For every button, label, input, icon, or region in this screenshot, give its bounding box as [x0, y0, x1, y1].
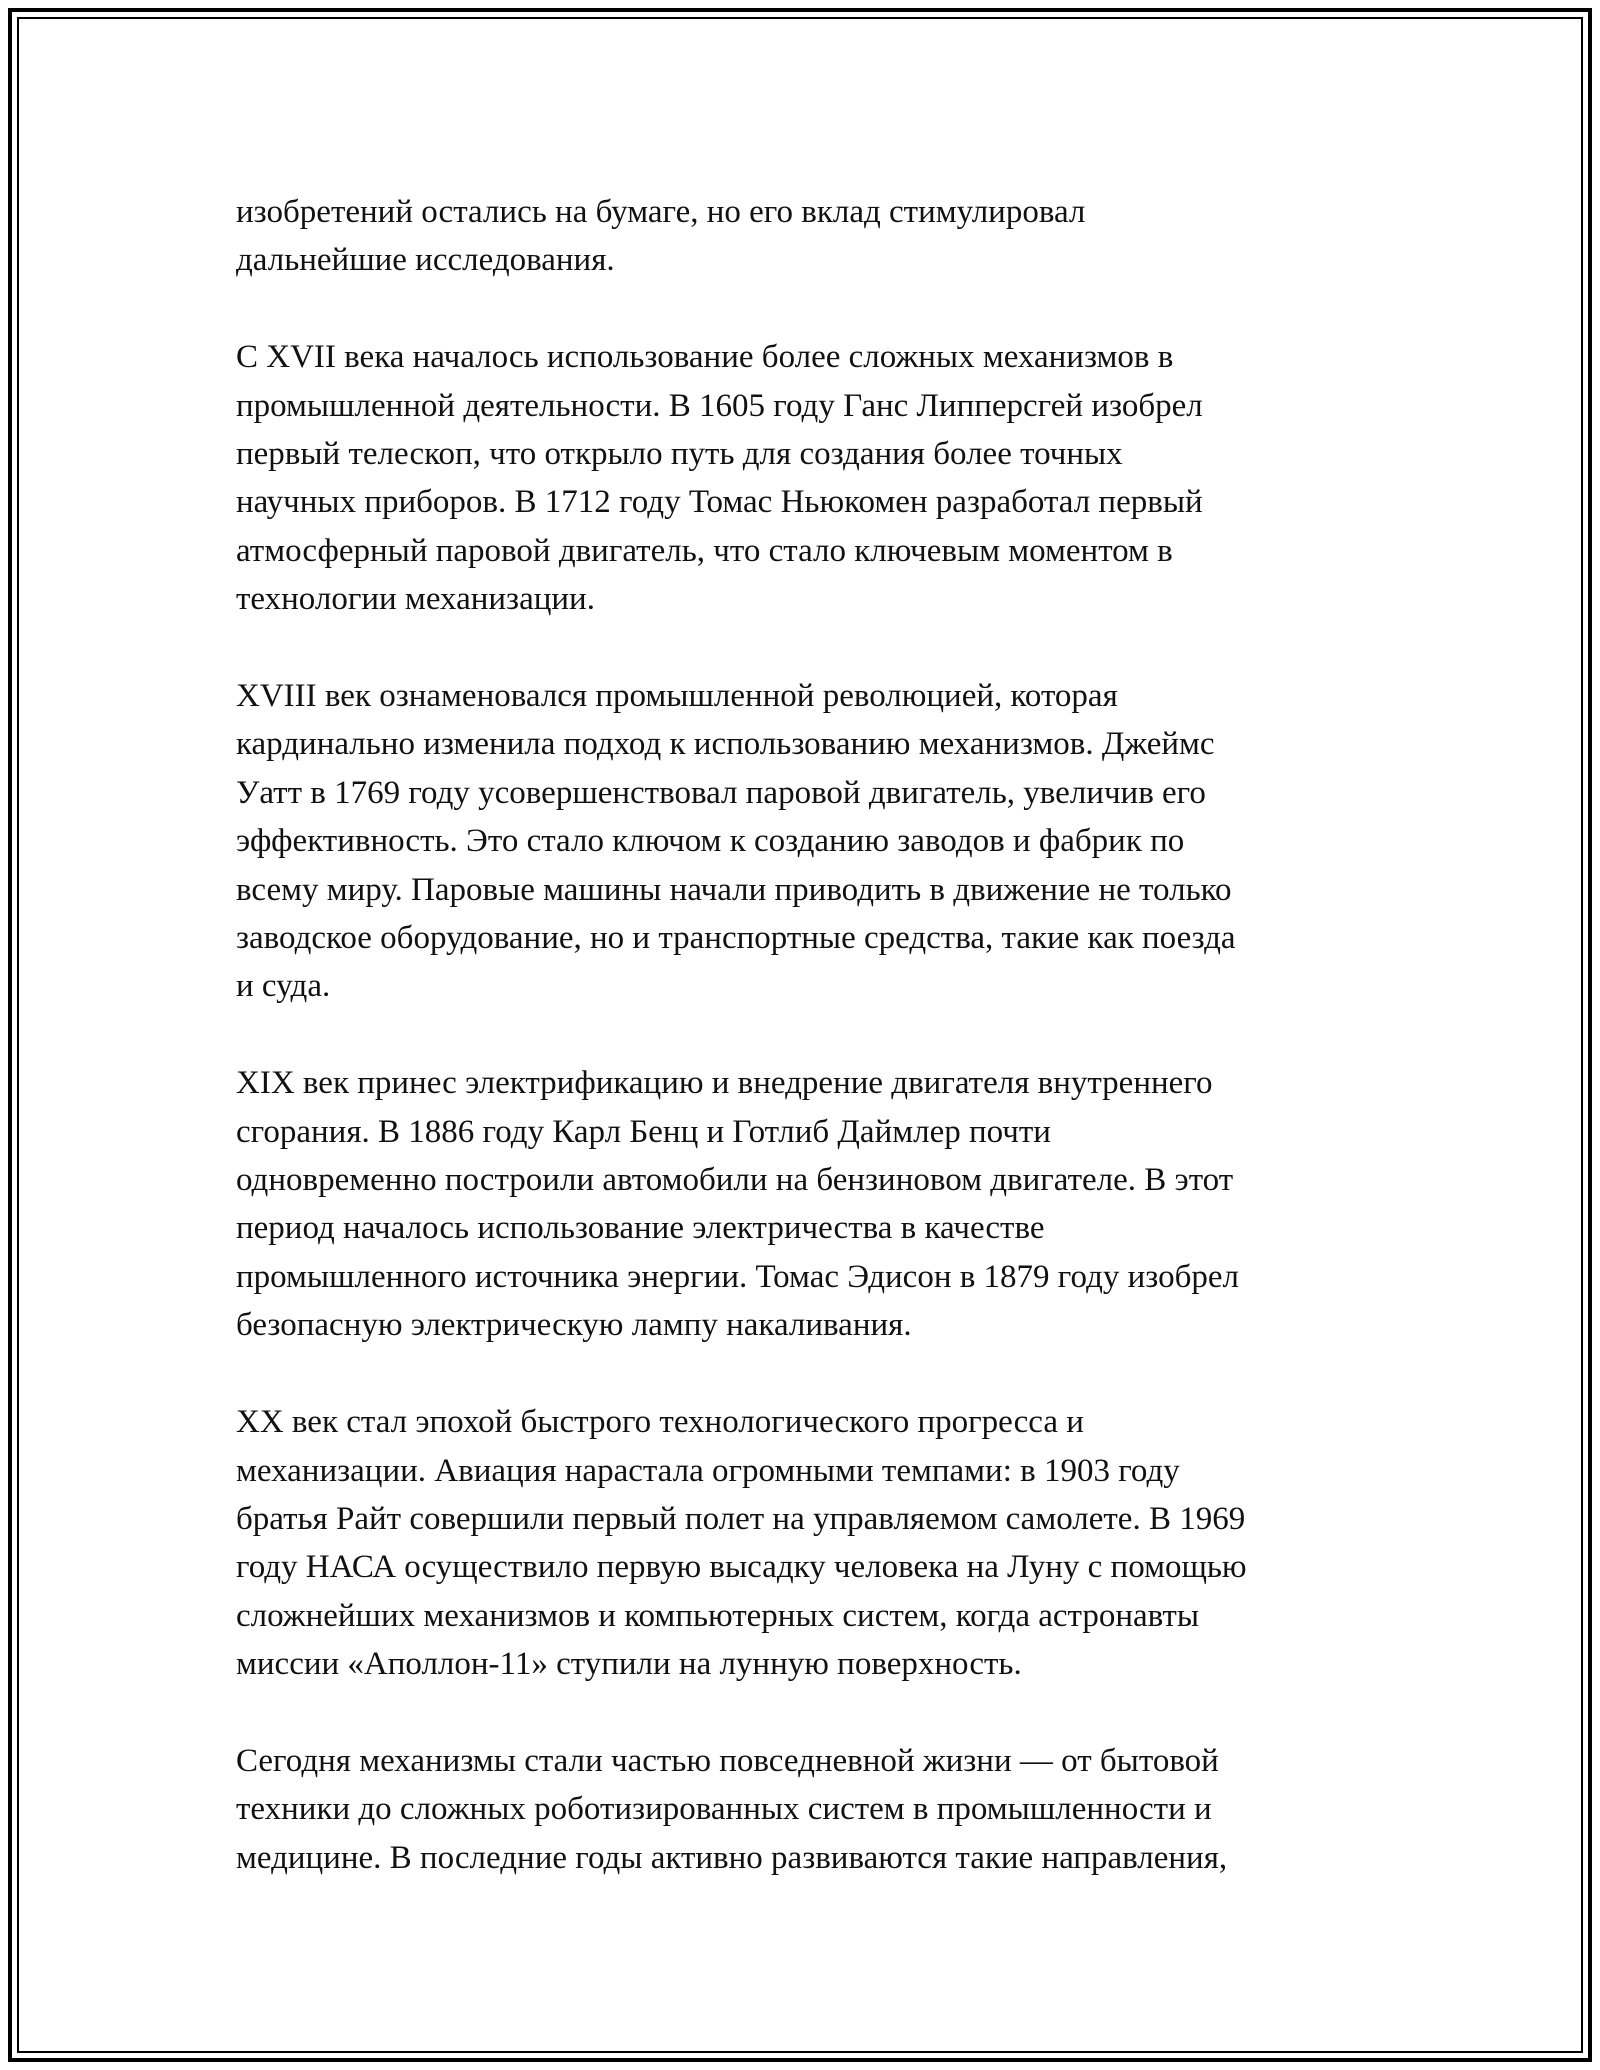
- paragraph: XIX век принес электрификацию и внедрение двигателя внутреннего сгорания. В 1886 году Карл Бенц и Готлиб Даймлер почти одновременно построили автомобили на бензиновом двигателе. В этот период началось использование электричества в качестве промышленного источника энергии. Томас Эдисон в 1879 году изобрел безопасную электрическую лампу накаливания.: [236, 1065, 1240, 1344]
- paragraph: XVIII век ознаменовался промышленной революцией, которая кардинально изменила подход к использованию механизмов. Джеймс Уатт в 1769 году усовершенствовал паровой двигатель, увеличив его эффективность. Это стало ключом к созданию заводов и фабрик по всему миру. Паровые машины начали приводить в движение не только заводское оборудование, но и транспортные средства, такие как поезда и суда.: [236, 678, 1236, 1005]
- paragraph: Сегодня механизмы стали частью повседневной жизни — от бытовой техники до сложных роботизированных систем в промышленности и медицине. В последние годы активно развиваются такие направления,: [236, 1742, 1228, 1876]
- paragraph: XX век стал эпохой быстрого технологического прогресса и механизации. Авиация нарастала огромными темпами: в 1903 году братья Райт совершили первый полет на управляемом самолете. В 1969 году НАСА осуществило первую высадку человека на Луну с помощью сложнейших механизмов и компьютерных систем, когда астронавты миссии «Аполлон-11» ступили на лунную поверхность.: [236, 1404, 1247, 1683]
- paragraph: изобретений остались на бумаге, но его вклад стимулировал дальнейшие исследования.: [236, 194, 1086, 279]
- document-body: [236, 188, 1386, 1882]
- paragraph: С XVII века началось использование более сложных механизмов в промышленной деятельности. В 1605 году Ганс Липперсгей изобрел первый телескоп, что открыло путь для создания более точных научных приборов. В 1712 году Томас Ньюкомен разработал первый атмосферный паровой двигатель, что стало ключевым моментом в технологии механизации.: [236, 339, 1203, 618]
